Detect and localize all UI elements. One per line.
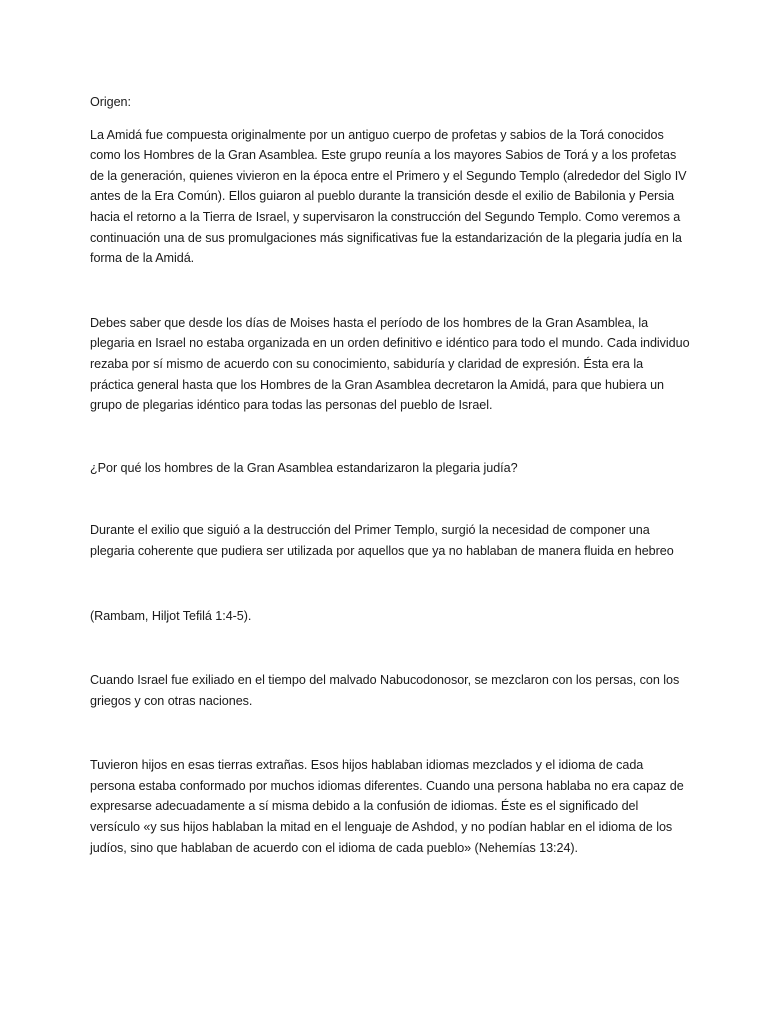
paragraph-citation: (Rambam, Hiljot Tefilá 1:4-5). [90, 608, 252, 623]
paragraph-children: Tuvieron hijos en esas tierras extrañas. Esos hijos hablaban idiomas mezclados y el idioma de cada persona estaba conformado por muchos idiomas diferentes. Cuando una persona hablaba no era capaz de expresarse adecuadamente a sí misma debido a la confusión de idiomas. Éste es el significado del versículo «y sus hijos hablaban la mitad en el lenguaje de Ashdod, y no podían hablar en el idioma de los judíos, sino que hablaban de acuerdo con el idioma de cada pueblo» (Nehemías 13:24). [90, 758, 684, 855]
paragraph-exile: Durante el exilio que siguió a la destrucción del Primer Templo, surgió la necesidad de componer una plegaria coherente que pudiera ser utilizada por aquellos que ya no hablaban de manera fluida en hebreo [90, 523, 674, 558]
section-heading: Origen: [90, 95, 131, 109]
document-page [90, 92, 690, 858]
paragraph-origin: La Amidá fue compuesta originalmente por un antiguo cuerpo de profetas y sabios de la Torá conocidos como los Hombres de la Gran Asamblea. Este grupo reunía a los mayores Sabios de Torá y a los profetas de la generación, quienes vivieron en la época entre el Primero y el Segundo Templo (alrededor del Siglo IV antes de la Era Común). Ellos guiaron al pueblo durante la transición desde el exilio de Babilonia y Persia hacia el retorno a la Tierra de Israel, y supervisaron la construcción del Segundo Templo. Como veremos a continuación una de sus promulgaciones más significativas fue la estandarización de la plegaria judía en la forma de la Amidá. [90, 127, 687, 266]
paragraph-question: ¿Por qué los hombres de la Gran Asamblea estandarizaron la plegaria judía? [90, 460, 518, 475]
paragraph-nabucodonosor: Cuando Israel fue exiliado en el tiempo del malvado Nabucodonosor, se mezclaron con los persas, con los griegos y con otras naciones. [90, 673, 680, 708]
paragraph-moises: Debes saber que desde los días de Moises hasta el período de los hombres de la Gran Asamblea, la plegaria en Israel no estaba organizada en un orden definitivo e idéntico para todo el mundo. Cada individuo rezaba por sí mismo de acuerdo con su conocimiento, sabiduría y claridad de expresión. Ésta era la práctica general hasta que los Hombres de la Gran Asamblea decretaron la Amidá, para que hubiera un grupo de plegarias idéntico para todas las personas del pueblo de Israel. [90, 315, 690, 413]
